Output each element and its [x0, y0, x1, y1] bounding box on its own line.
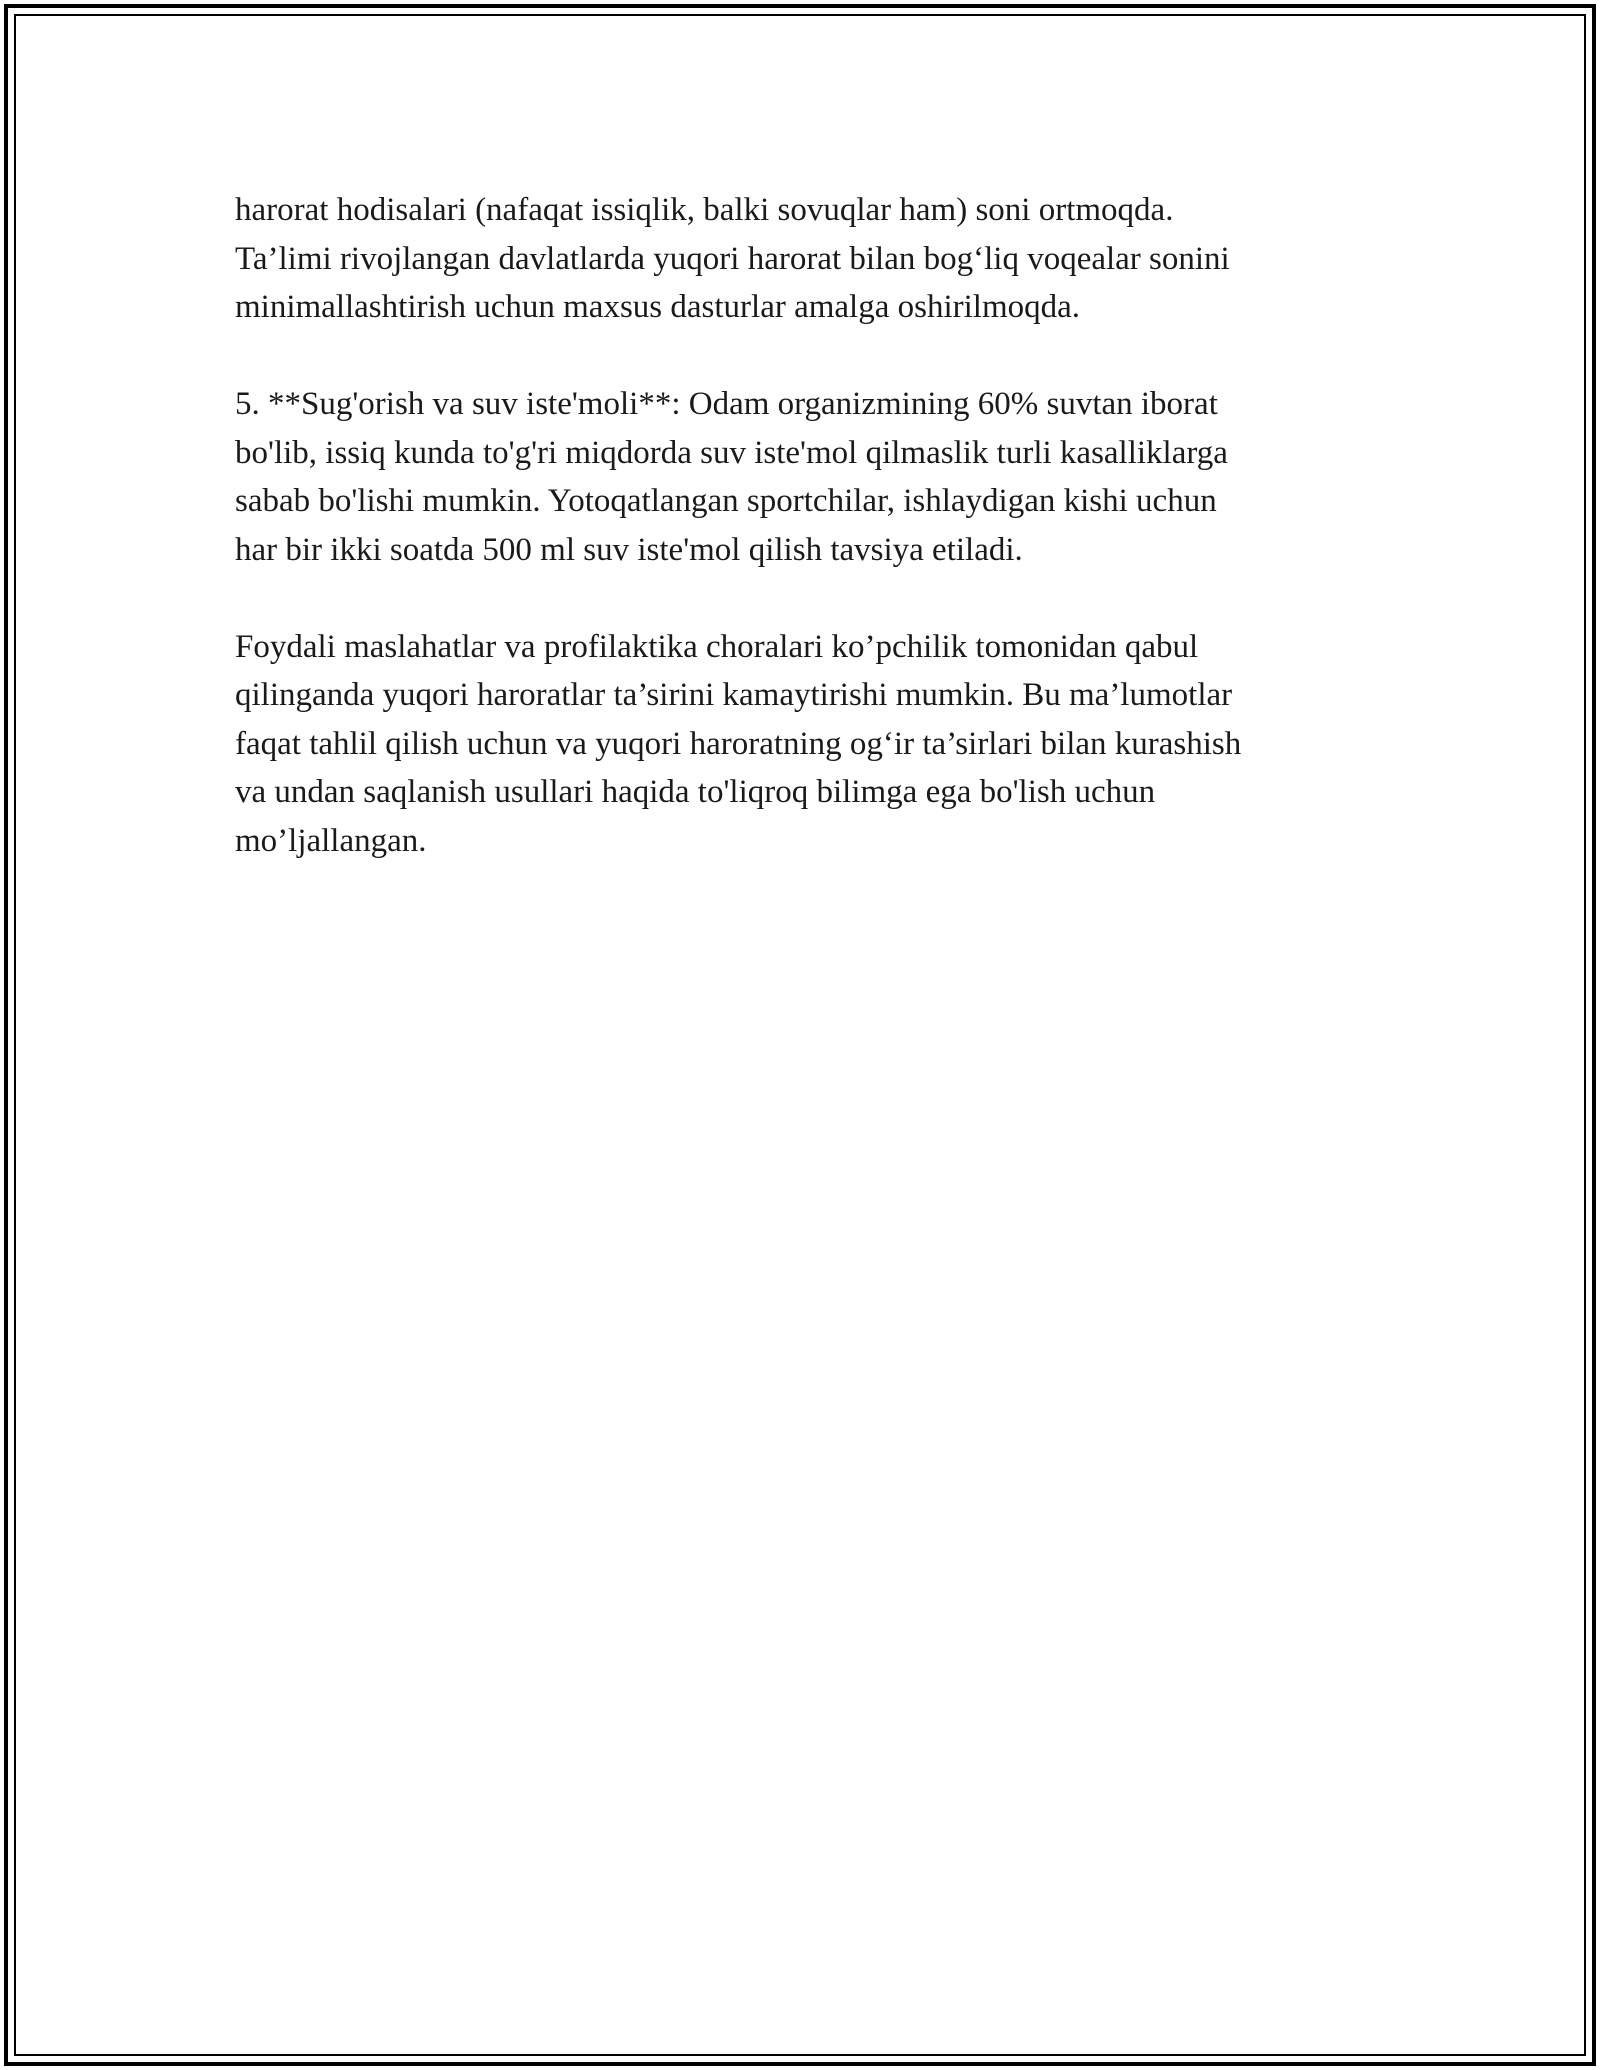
document-body — [235, 186, 1375, 914]
paragraph-conclusion: Foydali maslahatlar va profilaktika choralari ko’pchilik tomonidan qabul qilinganda yuqori haroratlar ta’sirini kamaytirishi mumkin. Bu ma’lumotlar faqat tahlil qilish uchun va yuqori haroratning og‘ir ta’sirlari bilan kurashish va undan saqlanish usullari haqida to'liqroq bilimga ega bo'lish uchun mo’ljallangan. — [235, 628, 1242, 859]
paragraph-heat-events: harorat hodisalari (nafaqat issiqlik, balki sovuqlar ham) soni ortmoqda. Ta’limi rivojlangan davlatlarda yuqori harorat bilan bog‘liq voqealar sonini minimallashtirish uchun maxsus dasturlar amalga oshirilmoqda. — [235, 192, 1230, 325]
paragraph-hydration: 5. **Sug'orish va suv iste'moli**: Odam organizmining 60% suvtan iborat bo'lib, issiq kunda to'g'ri miqdorda suv iste'mol qilmaslik turli kasalliklarga sabab bo'lishi mumkin. Yotoqatlangan sportchilar, ishlaydigan kishi uchun har bir ikki soatda 500 ml suv iste'mol qilish tavsiya etiladi. — [235, 386, 1228, 568]
